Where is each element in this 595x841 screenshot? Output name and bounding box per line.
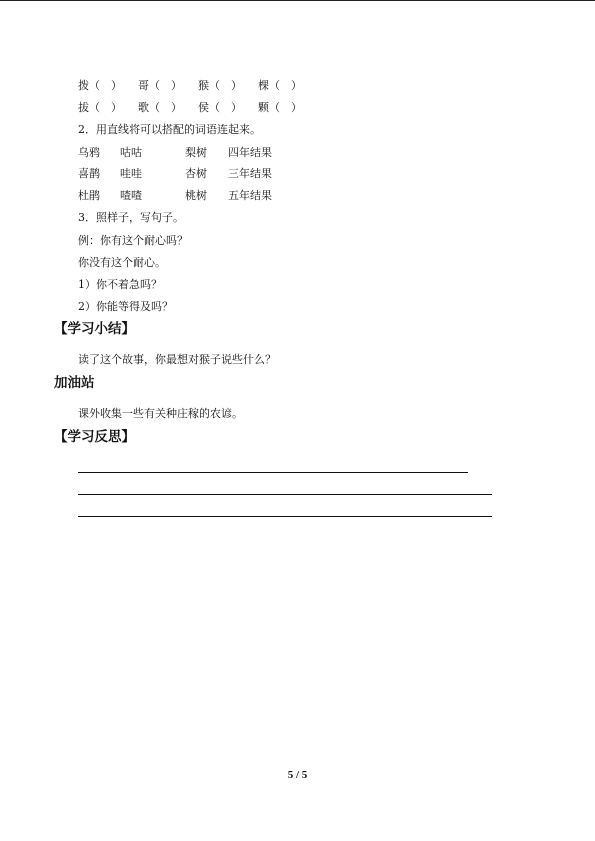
char-cell: 侯（ ） <box>198 101 242 114</box>
char-cell: 颗（ ） <box>258 101 302 114</box>
char-cell: 哥（ ） <box>138 79 182 92</box>
answer-line <box>78 472 468 473</box>
jiayou-text: 课外收集一些有关种庄稼的农谚。 <box>78 407 243 420</box>
match-cell: 咕咕 <box>120 146 142 159</box>
char-cell: 歌（ ） <box>138 101 182 114</box>
match-cell: 桃树 <box>185 189 207 202</box>
exercise-item-2: 2）你能等得及吗？ <box>78 300 173 313</box>
summary-heading: 【学习小结】 <box>54 321 135 337</box>
page-number: 5 / 5 <box>287 769 308 781</box>
answer-line <box>78 516 492 517</box>
match-cell: 三年结果 <box>228 167 272 180</box>
answer-line <box>78 494 492 495</box>
match-cell: 哇哇 <box>120 167 142 180</box>
match-cell: 喳喳 <box>120 189 142 202</box>
example-answer: 你没有这个耐心。 <box>78 256 166 269</box>
summary-text: 读了这个故事，你最想对猴子说些什么？ <box>78 353 276 366</box>
char-cell: 拨（ ） <box>78 79 122 92</box>
reflection-heading: 【学习反思】 <box>54 429 135 445</box>
match-cell: 五年结果 <box>228 189 272 202</box>
match-cell: 杜鹃 <box>78 189 100 202</box>
match-cell: 乌鸦 <box>78 146 100 159</box>
jiayou-heading: 加油站 <box>54 375 95 391</box>
match-cell: 四年结果 <box>228 146 272 159</box>
question-2-title: 2．用直线将可以搭配的词语连起来。 <box>78 123 261 136</box>
match-cell: 喜鹊 <box>78 167 100 180</box>
exercise-item-1: 1）你不着急吗？ <box>78 278 162 291</box>
char-cell: 拔（ ） <box>78 101 122 114</box>
header-rule <box>0 0 595 1</box>
char-cell: 棵（ ） <box>258 79 302 92</box>
char-cell: 猴（ ） <box>198 79 242 92</box>
example-question: 例：你有这个耐心吗？ <box>78 234 188 247</box>
match-cell: 杏树 <box>185 167 207 180</box>
question-3-title: 3．照样子，写句子。 <box>78 211 184 224</box>
match-cell: 梨树 <box>185 146 207 159</box>
